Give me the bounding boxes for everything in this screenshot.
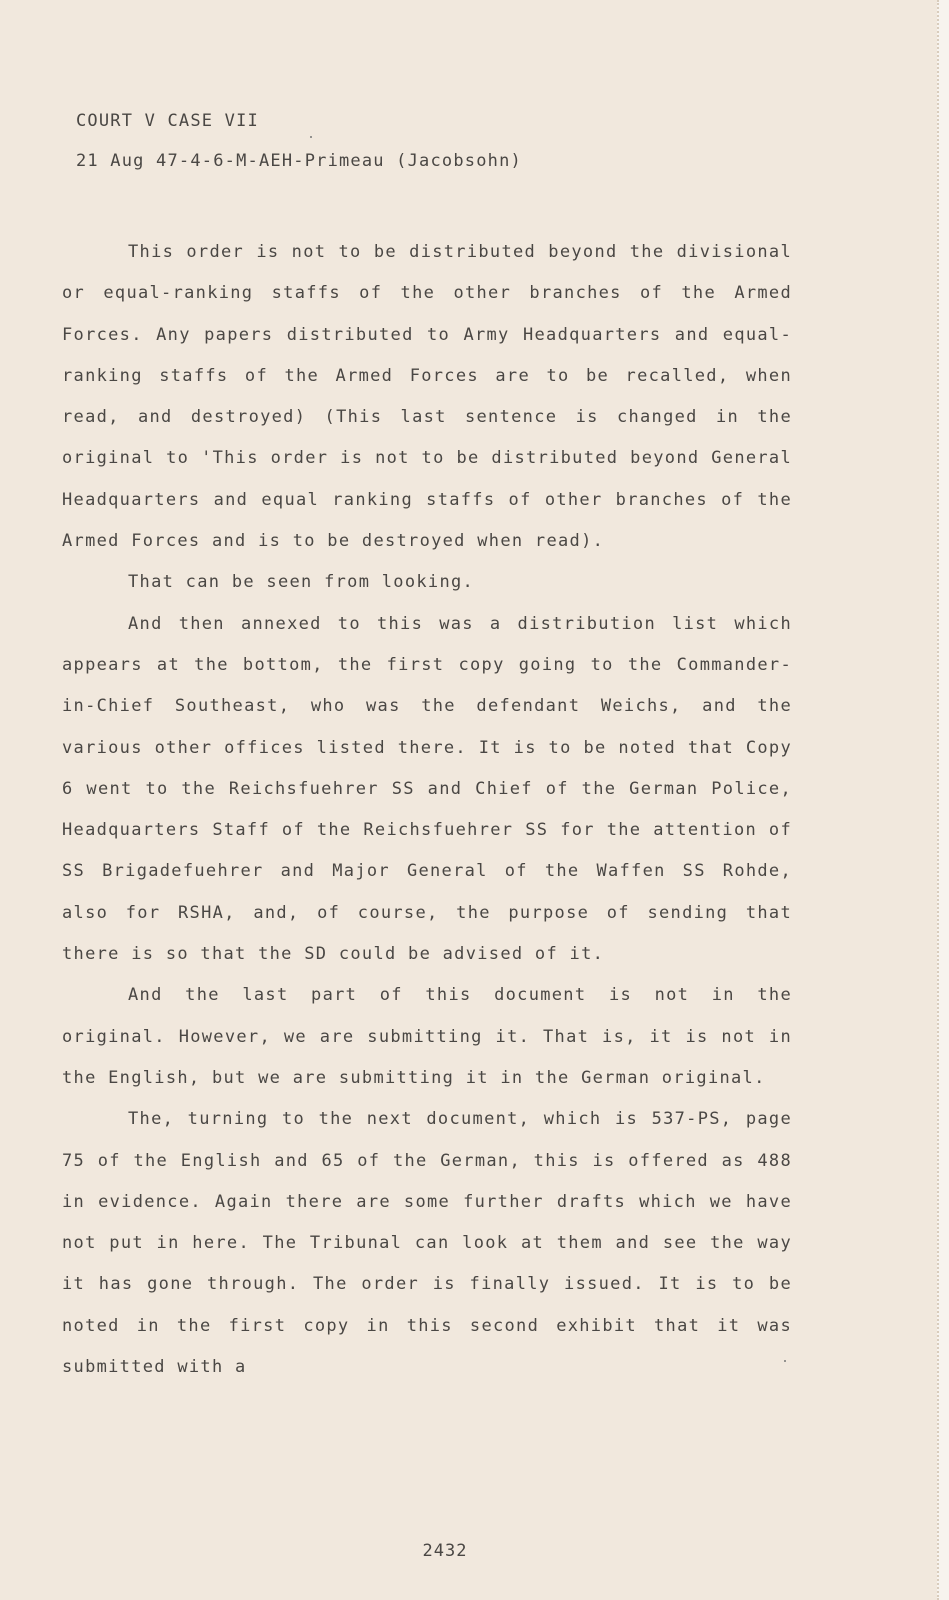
paper-speck: [310, 136, 312, 138]
paper-speck: [784, 1360, 786, 1362]
paragraph-2: That can be seen from looking.: [128, 572, 475, 593]
document-header: [76, 110, 522, 190]
paragraph-5: The, turning to the next document, which is 537-PS, page 75 of the English and 65 of the German, this is offered as 488 in evidence. Again there are some further drafts which we have not put in here. The Tribunal can look at them and see the way it has gone through. The order is finally issued. It is to be noted in the first copy in this second exhibit that it was submitted with a: [62, 1109, 792, 1378]
court-case-line: COURT V CASE VII: [76, 111, 259, 131]
paragraph-4: And the last part of this document is not in the original. However, we are submitting it. That is, it is not in the English, but we are submitting it in the German original.: [62, 985, 792, 1088]
page-number: 2432: [422, 1541, 468, 1561]
paragraph-1: This order is not to be distributed beyond the divisional or equal-ranking staffs of the other branches of the Armed Forces. Any papers distributed to Army Headquarters and equal-ranking staffs of the Armed Forces are to be recalled, when read, and destroyed) (This last sentence is changed in the original to 'This order is not to be distributed beyond General Headquarters and equal ranking staffs of other branches of the Armed Forces and is to be destroyed when read).: [62, 242, 792, 552]
perforated-edge: [937, 0, 949, 1600]
date-reference-line: 21 Aug 47-4-6-M-AEH-Primeau (Jacobsohn): [76, 151, 522, 171]
transcript-body: [62, 232, 792, 1388]
paragraph-3: And then annexed to this was a distribution list which appears at the bottom, the first copy going to the Commander-in-Chief Southeast, who was the defendant Weichs, and the various other offices listed there. It is to be noted that Copy 6 went to the Reichsfuehrer SS and Chief of the German Police, Headquarters Staff of the Reichsfuehrer SS for the attention of SS Brigadefuehrer and Major General of the Waffen SS Rohde, also for RSHA, and, of course, the purpose of sending that there is so that the SD could be advised of it.: [62, 613, 792, 965]
